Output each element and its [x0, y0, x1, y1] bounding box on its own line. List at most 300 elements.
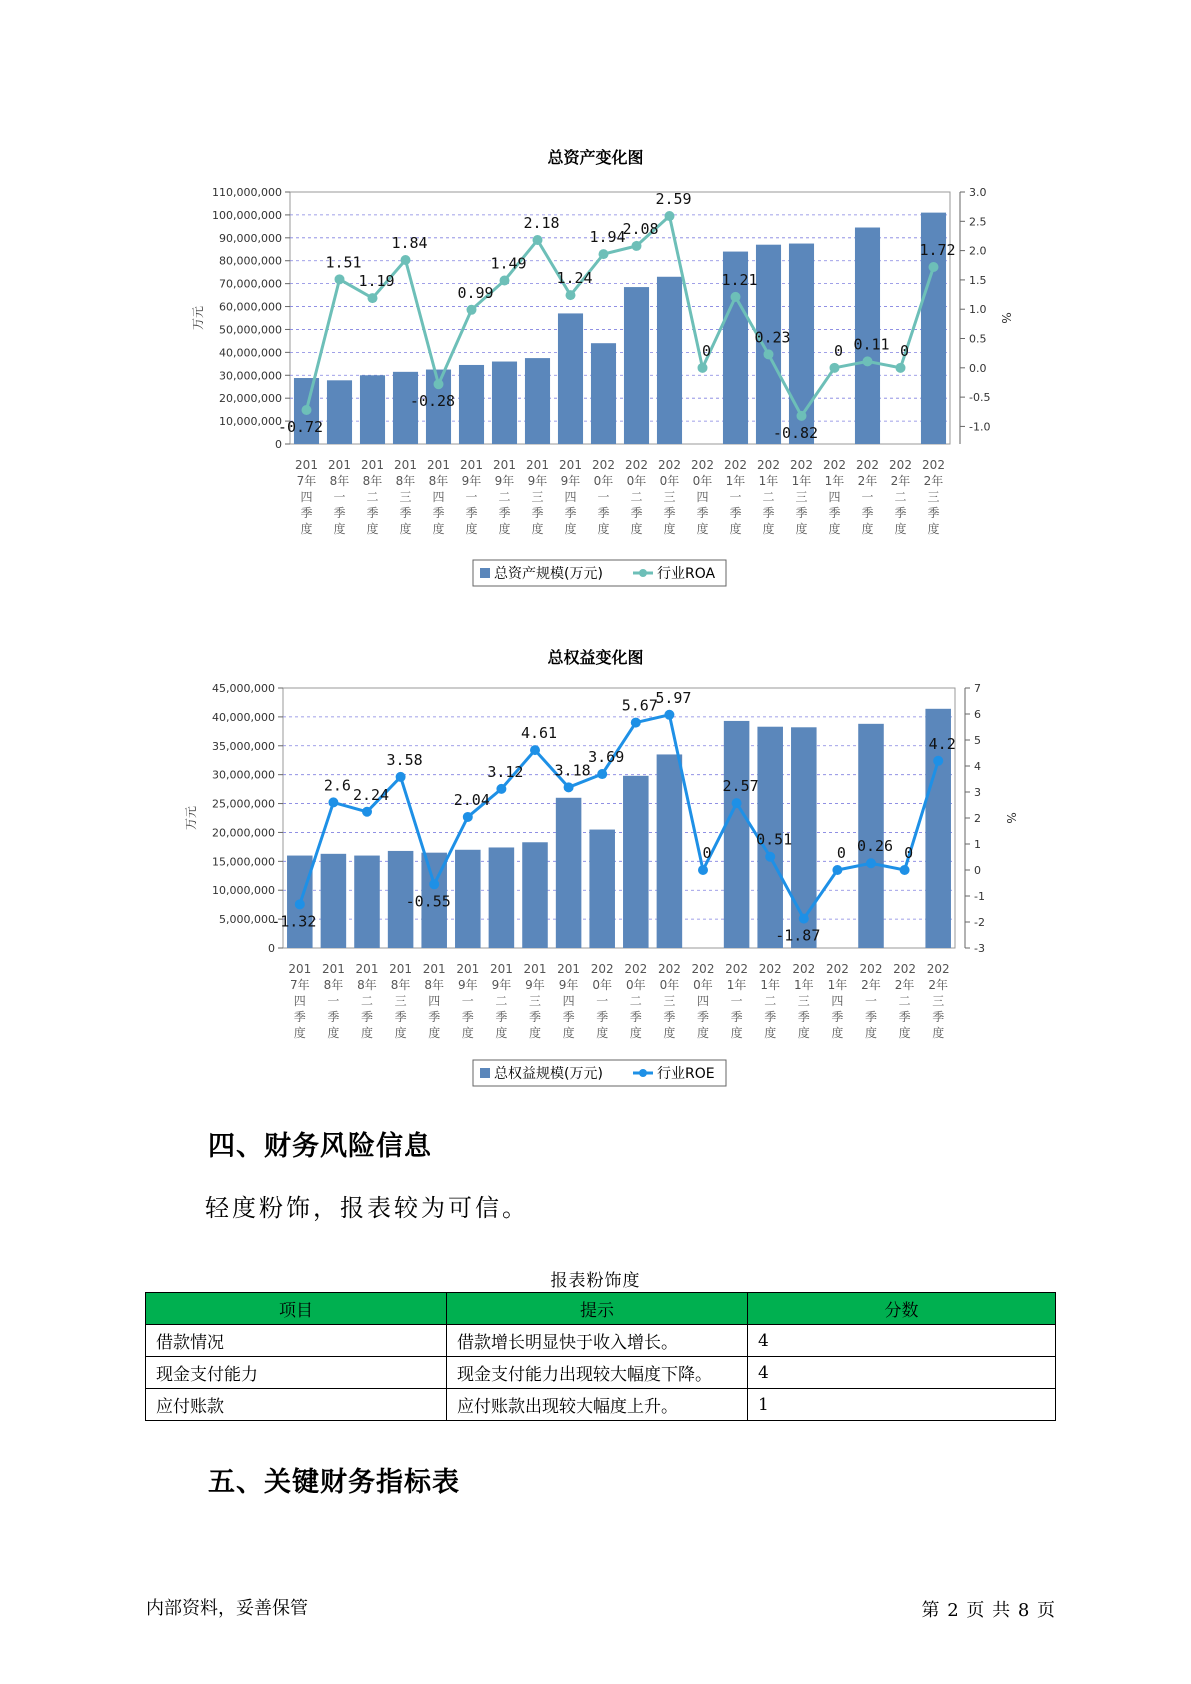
x-tick-label: 四	[831, 994, 844, 1008]
x-tick-label: 度	[293, 1026, 306, 1040]
x-tick-label: 度	[696, 522, 709, 536]
y-tick-label: 10,000,000	[219, 415, 282, 429]
x-tick-label: 度	[394, 1026, 407, 1040]
series-point	[866, 858, 876, 868]
series-point	[799, 914, 809, 924]
x-tick-label: 度	[696, 1026, 710, 1040]
x-tick-label: 二	[366, 490, 379, 504]
x-tick-label: 四	[828, 490, 841, 504]
x-tick-label: 度	[831, 1026, 844, 1040]
series-point	[496, 784, 506, 794]
x-tick-label: 季	[597, 506, 610, 520]
x-tick-label: 9年	[527, 474, 548, 488]
x-tick-label: 季	[461, 1010, 474, 1024]
x-tick-label: 季	[333, 506, 346, 520]
bar	[321, 854, 347, 948]
data-label: 1.49	[490, 254, 527, 273]
series-point	[765, 852, 775, 862]
x-tick-label: 1年	[824, 474, 845, 488]
y2-tick-label: 3.0	[969, 186, 987, 199]
y2-tick-label: -1.0	[969, 420, 991, 434]
y-axis-unit: 万元	[184, 805, 198, 831]
y-tick-label: 90,000,000	[219, 231, 282, 245]
table-row	[146, 1325, 1056, 1357]
x-tick-label: 季	[927, 506, 940, 520]
x-tick-label: 9年	[461, 474, 482, 488]
risk-summary-text: 轻度粉饰，报表较为可信。	[205, 1194, 529, 1222]
x-tick-label: 度	[630, 522, 643, 536]
y2-axis-unit: %	[1004, 812, 1018, 824]
y2-tick-label: 0	[974, 864, 981, 877]
x-tick-label: 8年	[428, 474, 449, 488]
data-label: 0.99	[457, 283, 494, 302]
x-tick-label: 季	[300, 506, 313, 520]
y-tick-label: 110,000,000	[212, 186, 282, 199]
row-hint: 应付账款出现较大幅度上升。	[447, 1389, 748, 1421]
x-tick-label: 一	[864, 994, 878, 1008]
data-label: 0.23	[754, 328, 791, 347]
x-tick-label: 0年	[659, 978, 680, 992]
x-tick-label: 0年	[626, 474, 647, 488]
y-tick-label: 15,000,000	[212, 855, 275, 869]
x-tick-label: 度	[927, 522, 940, 536]
data-label: 5.67	[621, 696, 658, 715]
y2-tick-label: -3	[974, 942, 985, 955]
x-tick-label: 度	[729, 522, 742, 536]
bar	[623, 776, 649, 948]
row-item: 借款情况	[146, 1325, 447, 1357]
y-tick-label: 25,000,000	[212, 797, 275, 811]
x-tick-label: 季	[828, 506, 841, 520]
y-axis-unit: 万元	[191, 305, 205, 331]
x-tick-label: 季	[729, 506, 742, 520]
x-tick-label: 季	[564, 506, 577, 520]
data-label: 1.72	[919, 241, 956, 260]
x-tick-label: 度	[797, 1026, 810, 1040]
x-tick-label: 季	[498, 506, 511, 520]
x-tick-label: 度	[428, 1026, 441, 1040]
y2-tick-label: 4	[974, 760, 981, 773]
x-tick-label: 202	[625, 458, 648, 472]
x-tick-label: 度	[366, 522, 379, 536]
y-tick-label: 40,000,000	[219, 346, 282, 360]
x-tick-label: 201	[328, 458, 351, 472]
x-tick-label: 度	[495, 1026, 508, 1040]
y-tick-label: 0	[275, 438, 282, 451]
x-tick-label: 二	[764, 994, 777, 1008]
x-tick-label: 201	[489, 962, 513, 976]
data-label: 2.18	[523, 214, 560, 233]
x-tick-label: 度	[730, 1026, 743, 1040]
x-tick-label: 三	[531, 490, 544, 504]
x-tick-label: 202	[724, 458, 747, 472]
x-tick-label: 201	[389, 962, 413, 976]
x-tick-label: 季	[562, 1010, 575, 1024]
x-tick-label: 202	[590, 962, 614, 976]
bar	[724, 721, 750, 948]
y2-tick-label: 1.5	[969, 273, 987, 287]
y2-tick-label: 3	[974, 786, 981, 799]
table-row	[146, 1357, 1056, 1389]
data-label: 0.26	[856, 837, 894, 856]
data-label: 2.6	[323, 776, 351, 795]
x-tick-label: 2年	[861, 978, 881, 992]
series-point	[664, 710, 674, 720]
x-tick-label: 季	[327, 1010, 340, 1024]
header-hint: 提示	[447, 1293, 748, 1325]
x-tick-label: 8年	[362, 474, 383, 488]
data-label: 4.61	[520, 724, 558, 743]
y2-tick-label: -0.5	[969, 391, 991, 405]
assets-chart-title: 总资产变化图	[547, 148, 644, 167]
x-tick-label: 201	[523, 962, 547, 976]
x-tick-label: 三	[795, 490, 808, 504]
x-tick-label: 2年	[857, 474, 878, 488]
x-tick-label: 201	[557, 962, 581, 976]
legend-line-label: 行业ROA	[657, 566, 716, 582]
table-row	[146, 1389, 1056, 1421]
x-tick-label: 季	[366, 506, 379, 520]
x-tick-label: 度	[531, 522, 544, 536]
y-tick-label: 45,000,000	[212, 682, 275, 695]
series-point	[732, 798, 742, 808]
x-tick-label: 202	[792, 962, 816, 976]
x-tick-label: 四	[562, 994, 575, 1008]
x-tick-label: 201	[422, 962, 446, 976]
legend-bar-label: 总资产规模(万元)	[494, 566, 603, 582]
data-label: -0.28	[409, 392, 456, 411]
data-label: 3.12	[487, 762, 524, 781]
x-tick-label: 度	[333, 522, 346, 536]
x-tick-label: 季	[465, 506, 478, 520]
x-tick-label: 四	[564, 490, 577, 504]
x-tick-label: 度	[461, 1026, 474, 1040]
x-tick-label: 度	[300, 522, 313, 536]
y-tick-label: 20,000,000	[219, 392, 282, 406]
data-label: 0	[904, 844, 914, 862]
x-tick-label: 2年	[894, 978, 915, 992]
data-label: 0	[899, 341, 910, 360]
x-tick-label: 1年	[758, 474, 779, 488]
data-label: 2.24	[352, 785, 390, 804]
x-tick-label: 7年	[296, 474, 317, 488]
series-point	[463, 812, 473, 822]
x-tick-label: 202	[790, 458, 813, 472]
data-label: 1.21	[721, 270, 758, 289]
x-tick-label: 202	[592, 458, 615, 472]
legend-line-marker	[639, 1069, 647, 1077]
series-point	[328, 797, 338, 807]
data-label: 1.51	[325, 253, 362, 272]
series-point	[429, 879, 439, 889]
data-label: 2.57	[722, 777, 759, 796]
x-tick-label: 度	[498, 522, 511, 536]
x-tick-label: 1年	[793, 978, 814, 992]
x-tick-label: 201	[295, 458, 318, 472]
data-label: 1.24	[556, 269, 593, 288]
x-tick-label: 季	[696, 506, 709, 520]
x-tick-label: 四	[696, 994, 710, 1008]
x-tick-label: 季	[762, 506, 775, 520]
x-tick-label: 2年	[923, 474, 944, 488]
series-point	[362, 807, 372, 817]
x-tick-label: 一	[596, 994, 609, 1008]
x-tick-label: 8年	[390, 978, 411, 992]
data-label: -1.32	[271, 912, 317, 931]
x-tick-label: 202	[859, 962, 883, 976]
data-label: 4.2	[928, 734, 956, 753]
x-tick-label: 季	[764, 1010, 777, 1024]
x-tick-label: 9年	[457, 978, 478, 992]
x-tick-label: 9年	[525, 978, 545, 992]
x-tick-label: 度	[828, 522, 841, 536]
x-tick-label: 三	[663, 994, 676, 1008]
bar	[489, 847, 515, 948]
x-tick-label: 度	[596, 1026, 609, 1040]
x-tick-label: 一	[861, 490, 874, 504]
y2-tick-label: 1	[974, 838, 981, 851]
x-tick-label: 1年	[760, 978, 781, 992]
data-label: -0.82	[772, 423, 819, 442]
series-point	[530, 745, 540, 755]
row-item: 现金支付能力	[146, 1357, 447, 1389]
x-tick-label: 季	[360, 1010, 374, 1024]
y-tick-label: 50,000,000	[219, 323, 282, 337]
plot-area	[283, 688, 955, 948]
x-tick-label: 8年	[395, 474, 416, 488]
x-tick-label: 度	[465, 522, 478, 536]
x-tick-label: 0年	[625, 978, 646, 992]
x-tick-label: 四	[432, 490, 445, 504]
x-tick-label: 季	[528, 1010, 542, 1024]
x-tick-label: 8年	[323, 978, 344, 992]
series-point	[832, 865, 842, 875]
x-tick-label: 季	[630, 506, 643, 520]
x-tick-label: 三	[797, 994, 810, 1008]
y-tick-label: 5,000,000	[219, 913, 275, 927]
x-tick-label: 202	[922, 458, 945, 472]
x-tick-label: 四	[293, 994, 306, 1008]
x-tick-label: 季	[399, 506, 412, 520]
series-point	[564, 782, 574, 792]
y2-tick-label: 2.0	[969, 244, 987, 258]
data-label: 0	[836, 844, 846, 862]
x-tick-label: 二	[498, 490, 511, 504]
x-tick-label: 度	[562, 1026, 575, 1040]
x-tick-label: 度	[898, 1026, 911, 1040]
x-tick-label: 二	[898, 994, 911, 1008]
x-tick-label: 0年	[593, 474, 614, 488]
x-tick-label: 度	[795, 522, 808, 536]
x-tick-label: 201	[559, 458, 582, 472]
x-tick-label: 季	[898, 1010, 911, 1024]
data-label: 3.69	[588, 748, 625, 767]
y2-tick-label: 0.5	[969, 332, 987, 346]
legend-bar-label: 总权益规模(万元)	[494, 1066, 603, 1082]
x-tick-label: 7年	[289, 978, 310, 992]
x-tick-label: 度	[327, 1026, 340, 1040]
x-tick-label: 季	[293, 1010, 306, 1024]
header-item: 项目	[146, 1293, 447, 1325]
x-tick-label: 季	[432, 506, 445, 520]
x-tick-label: 202	[691, 962, 715, 976]
x-tick-label: 度	[663, 1026, 676, 1040]
x-tick-label: 度	[861, 522, 874, 536]
x-tick-label: 季	[629, 1010, 642, 1024]
x-tick-label: 202	[758, 962, 782, 976]
x-tick-label: 季	[864, 1010, 878, 1024]
data-label: 0	[833, 341, 844, 360]
indicators-section-heading: 五、关键财务指标表	[208, 1467, 460, 1498]
row-score: 1	[748, 1389, 1056, 1421]
x-tick-label: 季	[495, 1010, 508, 1024]
y2-tick-label: -2	[974, 916, 985, 929]
x-tick-label: 202	[691, 458, 714, 472]
data-label: 1.94	[589, 228, 626, 247]
x-tick-label: 季	[932, 1010, 945, 1024]
x-tick-label: 202	[856, 458, 879, 472]
x-tick-label: 四	[696, 490, 709, 504]
bar	[858, 724, 884, 948]
data-label: 0.11	[853, 335, 890, 354]
x-tick-label: 季	[663, 1010, 676, 1024]
x-tick-label: 一	[327, 994, 340, 1008]
series-point	[933, 756, 943, 766]
x-tick-label: 三	[663, 490, 676, 504]
x-tick-label: 一	[465, 490, 478, 504]
bar	[455, 850, 481, 948]
data-label: 0	[701, 341, 712, 360]
x-tick-label: 202	[658, 458, 681, 472]
data-label: 0	[702, 844, 712, 862]
x-tick-label: 201	[460, 458, 483, 472]
header-score: 分数	[748, 1293, 1056, 1325]
x-tick-label: 二	[762, 490, 775, 504]
footer-confidential: 内部资料，妥善保管	[146, 1598, 308, 1619]
table-caption: 报表粉饰度	[550, 1271, 641, 1291]
x-tick-label: 季	[861, 506, 874, 520]
x-tick-label: 三	[394, 994, 407, 1008]
data-label: -1.87	[775, 926, 821, 945]
x-tick-label: 202	[657, 962, 681, 976]
x-tick-label: 四	[300, 490, 313, 504]
series-point	[295, 899, 305, 909]
row-hint: 现金支付能力出现较大幅度下降。	[447, 1357, 748, 1389]
x-tick-label: 2年	[928, 978, 949, 992]
x-tick-label: 二	[495, 994, 508, 1008]
x-tick-label: 0年	[659, 474, 680, 488]
x-tick-label: 201	[493, 458, 516, 472]
series-point	[698, 865, 708, 875]
x-tick-label: 季	[831, 1010, 844, 1024]
series-point	[900, 865, 910, 875]
y-tick-label: 10,000,000	[212, 884, 275, 898]
y2-tick-label: 5	[974, 734, 981, 747]
x-tick-label: 度	[432, 522, 445, 536]
y2-tick-label: 6	[974, 708, 981, 721]
y-tick-label: 40,000,000	[212, 710, 275, 724]
x-tick-label: 0年	[692, 474, 713, 488]
data-label: 1.19	[358, 272, 395, 291]
x-tick-label: 8年	[329, 474, 350, 488]
x-tick-label: 2年	[890, 474, 911, 488]
y2-tick-label: -1	[974, 890, 985, 903]
x-tick-label: 度	[864, 1026, 878, 1040]
x-tick-label: 202	[889, 458, 912, 472]
data-label: 3.58	[386, 750, 423, 769]
x-tick-label: 度	[360, 1026, 374, 1040]
data-label: 3.18	[554, 761, 591, 780]
footer-page-number: 第 2 页 共 8 页	[921, 1600, 1056, 1621]
x-tick-label: 季	[596, 1010, 609, 1024]
x-tick-label: 9年	[560, 474, 581, 488]
x-tick-label: 二	[894, 490, 907, 504]
bar	[522, 842, 548, 948]
equity-chart-title: 总权益变化图	[547, 648, 644, 667]
x-tick-label: 201	[355, 962, 379, 976]
y-tick-label: 0	[268, 942, 275, 955]
window-dressing-table	[145, 1292, 1056, 1421]
row-item: 应付账款	[146, 1389, 447, 1421]
x-tick-label: 度	[764, 1026, 777, 1040]
x-tick-label: 8年	[357, 978, 377, 992]
x-tick-label: 202	[757, 458, 780, 472]
x-tick-label: 201	[456, 962, 480, 976]
x-tick-label: 度	[894, 522, 907, 536]
row-hint: 借款增长明显快于收入增长。	[447, 1325, 748, 1357]
bar	[589, 830, 615, 948]
x-tick-label: 季	[663, 506, 676, 520]
x-tick-label: 一	[461, 994, 474, 1008]
x-tick-label: 201	[321, 962, 345, 976]
data-label: 1.84	[391, 233, 428, 252]
bar	[354, 856, 380, 948]
x-tick-label: 度	[597, 522, 610, 536]
y-tick-label: 20,000,000	[212, 826, 275, 840]
x-tick-label: 201	[427, 458, 450, 472]
x-tick-label: 季	[428, 1010, 441, 1024]
row-score: 4	[748, 1325, 1056, 1357]
x-tick-label: 度	[629, 1026, 642, 1040]
x-tick-label: 一	[729, 490, 742, 504]
x-tick-label: 1年	[791, 474, 812, 488]
y2-tick-label: 7	[974, 682, 981, 695]
y2-tick-label: 1.0	[969, 303, 987, 317]
series-point	[396, 772, 406, 782]
x-tick-label: 度	[564, 522, 577, 536]
x-tick-label: 9年	[558, 978, 579, 992]
x-tick-label: 201	[288, 962, 312, 976]
x-tick-label: 201	[526, 458, 549, 472]
x-tick-label: 1年	[827, 978, 848, 992]
x-tick-label: 三	[528, 994, 542, 1008]
x-tick-label: 季	[797, 1010, 810, 1024]
legend-bar-swatch	[480, 1068, 490, 1078]
x-tick-label: 202	[823, 458, 846, 472]
x-tick-label: 四	[428, 994, 441, 1008]
x-tick-label: 0年	[592, 978, 613, 992]
y-tick-label: 80,000,000	[219, 254, 282, 268]
row-score: 4	[748, 1357, 1056, 1389]
y2-tick-label: 2.5	[969, 215, 987, 229]
x-tick-label: 季	[795, 506, 808, 520]
x-tick-label: 202	[624, 962, 648, 976]
x-tick-label: 一	[333, 490, 346, 504]
x-tick-label: 202	[725, 962, 749, 976]
x-tick-label: 202	[825, 962, 849, 976]
series-point	[597, 769, 607, 779]
x-tick-label: 度	[663, 522, 676, 536]
